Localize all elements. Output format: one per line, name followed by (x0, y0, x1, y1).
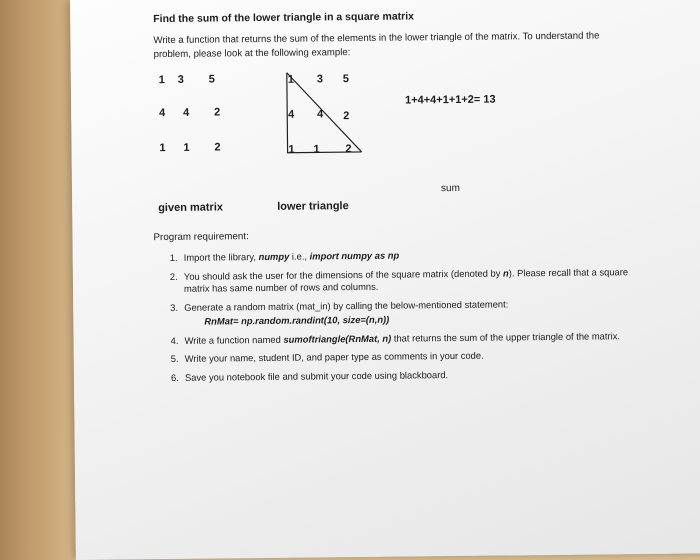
paper-sheet (70, 0, 700, 560)
page-title: Find the sum of the lower triangle in a square matrix (153, 10, 415, 26)
matrix-cell: 1 (183, 141, 190, 154)
matrix-cell: 4 (183, 106, 190, 119)
matrix-cell: 4 (317, 108, 324, 121)
matrix-cell: 4 (288, 108, 295, 121)
matrix-cell: 1 (287, 73, 294, 86)
matrix-cell: 1 (288, 143, 295, 156)
matrix-cell: 4 (159, 107, 166, 120)
list-item: 2. You should ask the user for the dimensions of the square matrix (denoted by n). Please recall that a square matrix has same number of rows and columns. (169, 265, 629, 294)
matrix-cell: 1 (313, 143, 320, 156)
given-matrix-caption: given matrix (158, 201, 224, 215)
matrix-cell: 2 (345, 143, 352, 156)
sum-caption: sum (440, 182, 460, 195)
list-item: 6. Save you notebook file and submit your code using blackboard. (170, 368, 449, 383)
matrix-cell: 2 (214, 141, 221, 154)
matrix-cell: 2 (343, 110, 350, 123)
lower-triangle-caption: lower triangle (277, 200, 349, 213)
matrix-cell: 1 (159, 142, 166, 155)
intro-paragraph: Write a function that returns the sum of the elements in the lower triangle of the matrix. To understand the problem, please look at the following example: (153, 30, 600, 61)
matrix-cell: 2 (214, 106, 221, 119)
list-item: 1. Import the library, numpy i.e., import numpy as np (169, 249, 400, 263)
list-item: 3. Generate a random matrix (mat_in) by calling the below-mentioned statement: RnMat= np.random.randint(10, size=(n,n)) (170, 297, 630, 329)
code-statement: RnMat= np.random.randint(10, size=(n,n)) (204, 313, 390, 327)
matrix-cell: 3 (177, 73, 184, 86)
matrix-cell: 5 (208, 73, 215, 86)
list-item: 5. Write your name, student ID, and paper type as comments in your code. (170, 349, 484, 364)
requirements-heading: Program requirement: (153, 231, 249, 244)
matrix-cell: 3 (316, 73, 323, 86)
matrix-cell: 5 (342, 73, 349, 86)
matrix-cell: 1 (158, 74, 165, 87)
sum-equation: 1+4+4+1+1+2= 13 (405, 93, 496, 107)
list-item: 4. Write a function named sumoftriangle(RnMat, n) that returns the sum of the upper triangle of the matrix. (170, 329, 621, 346)
requirements-list (170, 247, 631, 390)
